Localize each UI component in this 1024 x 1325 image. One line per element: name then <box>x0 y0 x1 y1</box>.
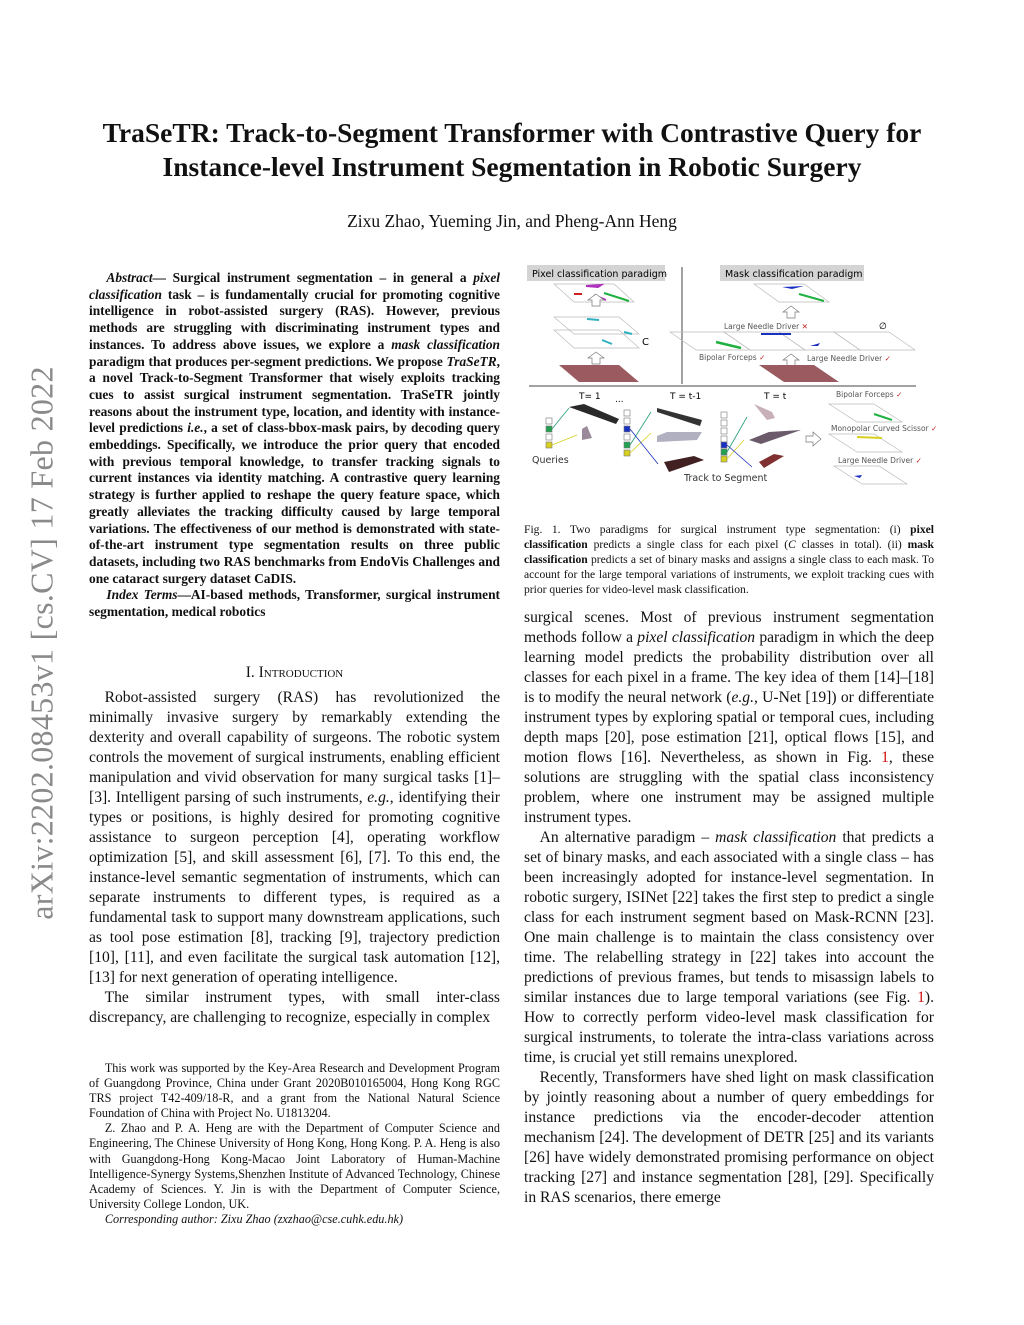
text-span: , these solutions are struggling with the spatial class inconsistency problem, where one instrument may be assigned multiple instrument types. <box>524 749 935 826</box>
text-span: predicts a single class for each pixel ( <box>587 537 789 551</box>
time-label-t1: T= 1 <box>579 392 601 402</box>
text-span: paradigm that produces per-segment predictions. We propose <box>89 353 447 369</box>
queries-label: Queries <box>532 455 569 466</box>
paper-title <box>60 116 964 184</box>
mask-candidate-planes <box>670 332 915 350</box>
text-span: Abstract <box>106 270 153 285</box>
text-span: , a set of class-bbox-mask pairs, by decoding query embeddings. Specifically, we introduce the prior query that encoded with previous temporal knowledge, to transfer tracking signals to current instances via identity matching. A contrastive query learning strategy is further applied to reshape the query feature space, which greatly alleviates the tracking difficulty caused by large temporal variations. The effectiveness of our method is demonstrated with state-of-the-art instrument type segmentation results on three public datasets, including two RAS benchmarks from EndoVis Challenges and one cataract surgery dataset CaDIS. <box>89 420 500 586</box>
text-span: classes in total). (ii) <box>795 537 908 551</box>
arxiv-stamp: arXiv:2202.08453v1 [cs.CV] 17 Feb 2022 <box>23 366 60 920</box>
mask-header: Mask classification paradigm <box>725 269 863 280</box>
authors: Zixu Zhao, Yueming Jin, and Pheng-Ann Heng <box>347 211 677 231</box>
up-arrow-icon <box>588 294 604 306</box>
surgery-frame-image <box>759 365 839 382</box>
text-span: , U-Net [19]) or differentiate instrument types by exploring spatial or temporal cues, including depth maps [20], pose estimation [21], optical flows [15], and motion flows [16]. Nevertheless, as shown in Fig. <box>524 689 934 766</box>
introduction-text <box>89 688 500 1028</box>
text-span: Corresponding author: Zixu Zhao (zxzhao@cse.cuhk.edu.hk) <box>104 1211 404 1226</box>
figure-caption <box>524 510 934 608</box>
paragraph <box>524 522 934 597</box>
figure-reference-link[interactable]: 1 <box>917 989 925 1006</box>
text-span: predicts a set of binary masks and assigns a single class to each mask. To account for the large temporal variations of instruments, we exploit tracking cues with prior queries for video-level mask classification. <box>524 552 934 596</box>
text-span: Robot-assisted surgery (RAS) has revolutionized the minimally invasive surgery by remarkably extending the dexterity and overall capability of surgeons. The robotic system controls the movement of surgical instruments, enabling efficient manipulation and vivid observation for many surgical tasks [1]–[3]. Intelligent parsing of such instruments, <box>89 689 500 806</box>
text-span: Index Terms <box>106 587 178 603</box>
up-arrow-icon <box>783 306 799 318</box>
footnote <box>89 1061 500 1227</box>
ellipsis: ... <box>615 395 624 405</box>
figure-reference-link[interactable]: 1 <box>881 749 889 766</box>
abstract <box>89 270 500 621</box>
mask-green <box>799 294 824 301</box>
text-span: surgical scenes. Most of previous instrument segmentation methods follow a <box>524 609 934 646</box>
text-span: Z. Zhao and P. A. Heng are with the Department of Computer Science and Engineering, The Chinese University of Hong Kong, Hong Kong. P. A. Heng is also with Guangdong-Hong Kong-Macao Joint Laboratory of Human-Machine Intelligence-Synergy Systems,Shenzhen Institute of Advanced Technology, Chinese Academy of Sciences. Y. Jin is with the Department of Computer Science, University College London, UK. <box>89 1121 500 1211</box>
text-span: Fig. 1. Two paradigms for surgical instrument type segmentation: (i) <box>524 522 911 536</box>
query-stack-tm1 <box>624 410 630 456</box>
text-span: Recently, Transformers have shed light on mask classification by jointly reasoning about a number of query embeddings for instance predictions via the encoder-decoder attention mechanism [24]. The development of DETR [25] and its variants [26] have widely demonstrated promising performance on object tracking [27] and instance segmentation [28], [29]. Specifically in RAS scenarios, there emerge <box>524 1069 934 1206</box>
text-span: pixel classification <box>89 270 500 302</box>
title-line: TraSeTR: Track-to-Segment Transformer with Contrastive Query for <box>102 117 922 148</box>
text-span: , identifying their types or positions, is highly desired for promoting cognitive assistance to surgeon perception [4], operating workflow optimization [5], and skill assessment [6], [7]. To this end, the instance-level semantic segmentation of instruments, which can separate instruments to different types, is required as a fundamental task to support many downstream applications, such as tool pose estimation [8], tracking [9], trajectory prediction [10], [11], and even facilitate the surgical task automation [12], [13] for next generation of operating intelligence. <box>89 789 500 986</box>
paragraph <box>524 828 934 1068</box>
label-bipolar-forceps-mid: Bipolar Forceps ✓ <box>699 353 766 362</box>
mask-blue <box>782 286 804 289</box>
empty-set-symbol: ∅ <box>879 322 887 332</box>
label-monopolar-curved-scissor: Monopolar Curved Scissor ✓ <box>831 424 938 433</box>
paragraph <box>89 587 500 620</box>
text-span: paradigm in which the deep learning model predicts the probability distribution over all classes for each pixel in a frame. The key idea of them [14]–[18] is to modify the neural network ( <box>524 629 935 706</box>
paragraph <box>524 1068 934 1208</box>
text-span: This work was supported by the Key-Area Research and Development Program of Guangdong Province, China under Grant 2020B010165004, Hong Kong RGC TRS project T42-409/18-R, and a grant from the National Natural Science Foundation of China with Project No. U1813204. <box>89 1061 500 1121</box>
mask-green <box>716 342 741 348</box>
paragraph <box>89 688 500 988</box>
text-span: that predicts a set of binary masks, and each associated with a single class – has been increasingly adopted for instance-level segmentation. In robotic surgery, ISINet [22] takes the first step to predict a single class for each instrument segment based on Mask-RCNN [23]. One main challenge is to maintain the class consistency over time. The relabelling strategy in [22] takes into account the predictions of previous frames, but tends to misassign labels to similar instances due to large temporal variations (see Fig. <box>524 829 934 1006</box>
text-span: pixel classification <box>524 522 934 551</box>
text-span: e.g. <box>367 789 390 806</box>
output-plane <box>834 466 907 484</box>
paragraph <box>89 1121 500 1212</box>
paragraph <box>89 988 500 1028</box>
section-heading-introduction: I. Introduction <box>245 664 344 681</box>
figure-1 <box>524 262 936 492</box>
label-large-needle-driver-wrong: Large Needle Driver ✕ <box>724 322 808 331</box>
label-large-needle-driver-right: Large Needle Driver ✓ <box>838 456 922 465</box>
classes-label: C <box>642 337 649 348</box>
text-span: —AI-based methods, Transformer, surgical instrument segmentation, medical robotics <box>89 587 500 620</box>
text-span: i.e. <box>187 420 204 436</box>
up-arrow-icon <box>783 354 799 366</box>
paragraph <box>89 1061 500 1121</box>
text-span: mask classification <box>715 829 837 846</box>
text-span: task – is fundamentally crucial for promoting cognitive intelligence in robot-assisted surgery (RAS). However, previous methods are struggling with discriminating instrument types and instances. To address above issues, we explore a <box>89 286 500 352</box>
pixel-header: Pixel classification paradigm <box>532 269 667 280</box>
paragraph <box>89 1212 500 1227</box>
track-to-segment-label: Track to Segment <box>684 473 768 484</box>
text-span: An alternative paradigm – <box>539 829 716 846</box>
pixel-planes <box>554 284 639 348</box>
label-bipolar-forceps-right: Bipolar Forceps ✓ <box>836 390 903 399</box>
time-label-t-minus-1: T = t-1 <box>670 392 702 402</box>
query-stack-t <box>721 412 727 462</box>
text-span: The similar instrument types, with small inter-class discrepancy, are challenging to recognize, especially in complex <box>89 989 500 1026</box>
text-span: mask classification <box>391 336 500 352</box>
text-span: TraSeTR <box>446 353 497 369</box>
up-arrow-icon <box>588 352 604 364</box>
instrument-images <box>569 404 801 472</box>
text-span: pixel classification <box>637 629 756 646</box>
title-line: Instance-level Instrument Segmentation in Robotic Surgery <box>162 151 862 182</box>
right-arrow-icon <box>806 432 821 446</box>
surgery-frame-image <box>559 365 639 382</box>
text-span: , a novel Track-to-Segment Transformer that wisely exploits tracking cues to assist surgical instrument segmentation. TraSeTR jointly reasons about the instrument type, location, and identity with instance-level predictions <box>89 353 500 436</box>
paragraph <box>524 608 934 828</box>
text-span: e.g. <box>731 689 754 706</box>
right-column-text <box>524 608 934 1208</box>
mask-green <box>874 414 892 420</box>
time-label-t: T = t <box>764 392 787 402</box>
mask-blue <box>854 475 862 478</box>
text-span: C <box>788 537 796 551</box>
text-span: ). How to correctly perform video-level mask classification for surgical instruments, to tolerate the intra-class variations across time, is crucial yet still remains unexplored. <box>524 989 934 1066</box>
mask-yellow <box>857 437 882 438</box>
query-stack-t1 <box>546 418 552 448</box>
text-span: mask classification <box>524 537 934 566</box>
mask-blue <box>810 343 820 346</box>
text-span: — Surgical instrument segmentation – in general a <box>152 270 474 285</box>
paragraph <box>89 270 500 587</box>
label-large-needle-driver-mid: Large Needle Driver ✓ <box>807 354 891 363</box>
